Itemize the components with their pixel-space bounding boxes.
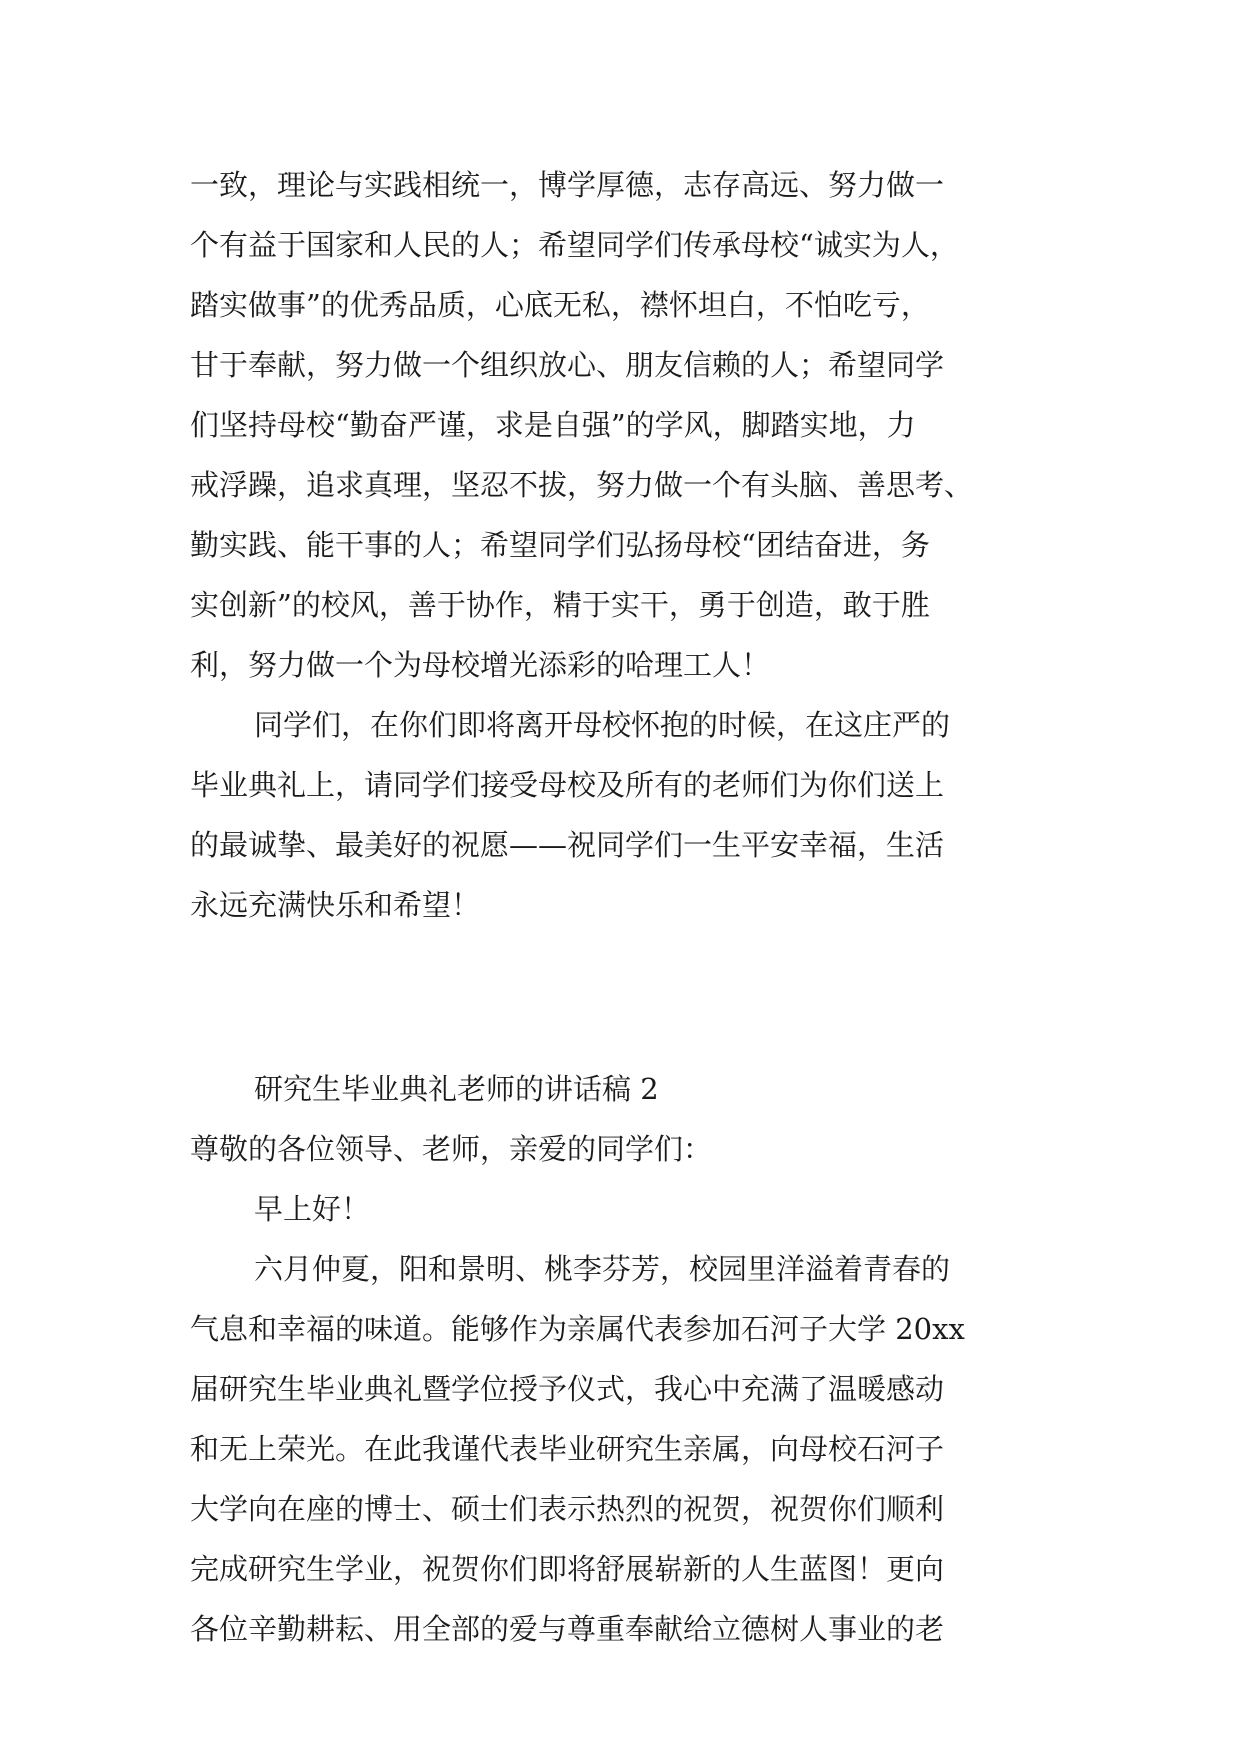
paragraph-line: 毕业典礼上，请同学们接受母校及所有的老师们为你们送上	[190, 768, 945, 802]
greeting-line: 早上好！	[254, 1192, 371, 1226]
paragraph-line: 各位辛勤耕耘、用全部的爱与尊重奉献给立德树人事业的老	[190, 1612, 945, 1646]
paragraph-line: 戒浮躁，追求真理，坚忍不拔，努力做一个有头脑、善思考、	[190, 468, 974, 502]
paragraph-line: 同学们，在你们即将离开母校怀抱的时候，在这庄严的	[254, 708, 951, 742]
paragraph-line: 气息和幸福的味道。能够作为亲属代表参加石河子大学 20xx	[190, 1312, 965, 1346]
paragraph-line: 甘于奉献，努力做一个组织放心、朋友信赖的人；希望同学	[190, 348, 945, 382]
paragraph-line: 完成研究生学业，祝贺你们即将舒展崭新的人生蓝图！更向	[190, 1552, 945, 1586]
paragraph-line: 的最诚挚、最美好的祝愿——祝同学们一生平安幸福，生活	[190, 828, 945, 862]
paragraph-line: 一致，理论与实践相统一，博学厚德，志存高远、努力做一	[190, 168, 945, 202]
paragraph-line: 们坚持母校“勤奋严谨，求是自强”的学风，脚踏实地，力	[190, 408, 916, 442]
paragraph-line: 六月仲夏，阳和景明、桃李芬芳，校园里洋溢着青春的	[254, 1252, 951, 1286]
paragraph-line: 利，努力做一个为母校增光添彩的哈理工人！	[190, 648, 771, 682]
paragraph-line: 踏实做事”的优秀品质，心底无私，襟怀坦白，不怕吃亏，	[190, 288, 930, 322]
paragraph-line: 大学向在座的博士、硕士们表示热烈的祝贺，祝贺你们顺利	[190, 1492, 945, 1526]
paragraph-line: 勤实践、能干事的人；希望同学们弘扬母校“团结奋进，务	[190, 528, 930, 562]
paragraph-line: 个有益于国家和人民的人；希望同学们传承母校“诚实为人，	[190, 228, 959, 262]
section-heading: 研究生毕业典礼老师的讲话稿 2	[254, 1072, 659, 1106]
paragraph-line: 永远充满快乐和希望！	[190, 888, 481, 922]
salutation-line: 尊敬的各位领导、老师，亲爱的同学们：	[190, 1132, 713, 1166]
paragraph-line: 和无上荣光。在此我谨代表毕业研究生亲属，向母校石河子	[190, 1432, 945, 1466]
paragraph-line: 届研究生毕业典礼暨学位授予仪式，我心中充满了温暖感动	[190, 1372, 945, 1406]
paragraph-line: 实创新”的校风，善于协作，精于实干，勇于创造，敢于胜	[190, 588, 930, 622]
